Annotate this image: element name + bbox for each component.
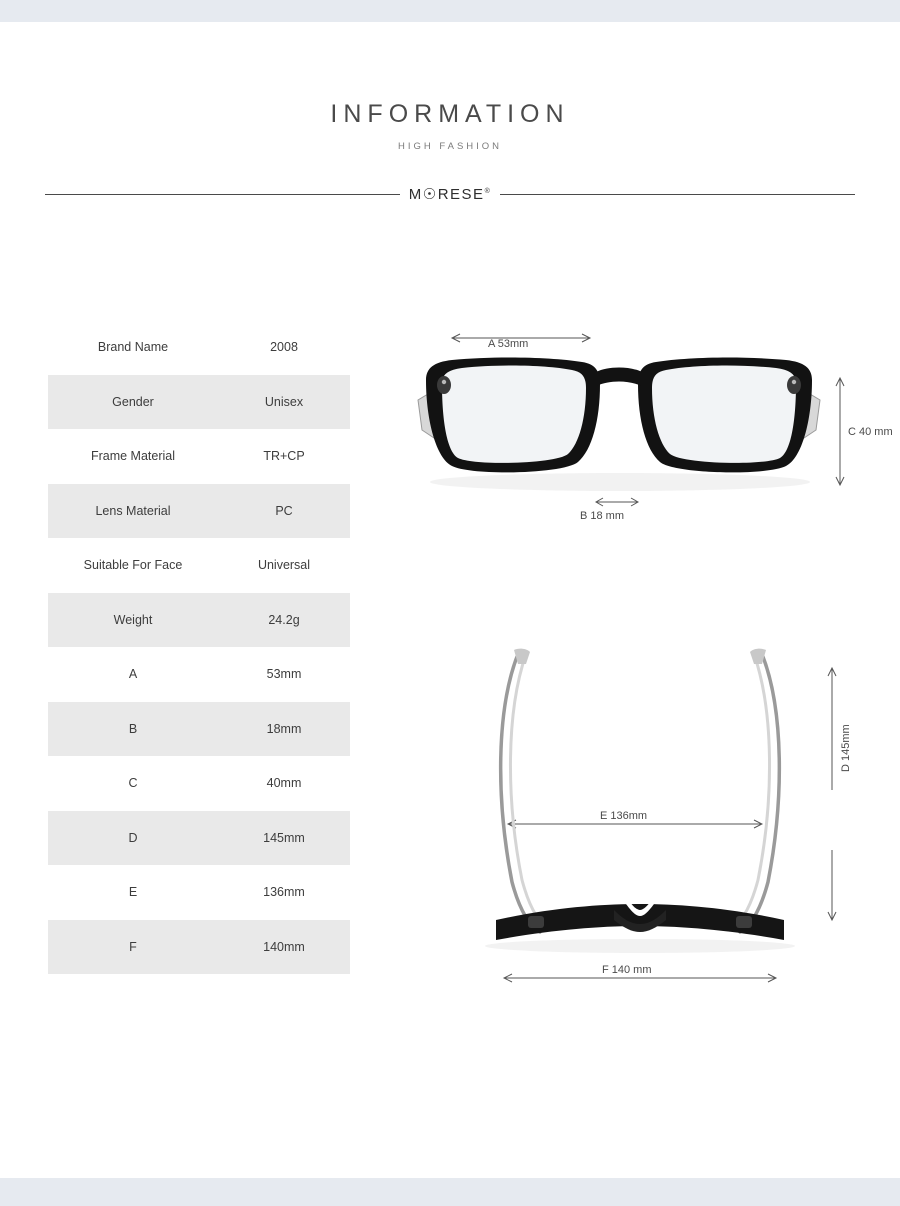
table-row bbox=[48, 484, 350, 539]
glasses-front-diagram bbox=[400, 310, 880, 560]
page-title: INFORMATION bbox=[330, 100, 570, 128]
spec-label: Frame Material bbox=[90, 449, 176, 464]
table-row bbox=[48, 756, 350, 811]
dimension-e-label: E 136mm bbox=[600, 810, 648, 822]
brand-logo-o-icon: ☉ bbox=[422, 186, 438, 203]
spec-value: 24.2g bbox=[268, 612, 300, 627]
dimension-f-label: F 140 mm bbox=[602, 964, 652, 976]
dimension-c-arrow bbox=[836, 378, 844, 485]
spec-label: Brand Name bbox=[97, 340, 169, 355]
table-row bbox=[48, 702, 350, 757]
spec-label: Weight bbox=[113, 612, 153, 627]
spec-value: 2008 bbox=[270, 340, 298, 355]
table-row bbox=[48, 538, 350, 593]
glasses-frame-top bbox=[496, 902, 784, 940]
spec-label: Lens Material bbox=[95, 503, 171, 518]
spec-value: 18mm bbox=[266, 721, 302, 736]
table-row bbox=[48, 429, 350, 484]
table-row bbox=[48, 811, 350, 866]
glasses-temple-arms bbox=[501, 649, 780, 932]
spec-label: E bbox=[128, 885, 138, 900]
dimension-a-label: A 53mm bbox=[488, 338, 529, 350]
spec-label: Suitable For Face bbox=[83, 558, 183, 573]
spec-value: 145mm bbox=[263, 830, 305, 845]
page-header bbox=[0, 100, 900, 152]
dimension-d-arrow bbox=[828, 668, 836, 920]
glasses-top-view bbox=[400, 620, 880, 1020]
divider-line-right bbox=[500, 194, 855, 195]
spec-label: C bbox=[128, 776, 138, 791]
brand-divider bbox=[45, 185, 855, 205]
top-color-band bbox=[0, 0, 900, 22]
table-row bbox=[48, 647, 350, 702]
spec-value: 40mm bbox=[266, 776, 302, 791]
brand-logo-m: M bbox=[408, 186, 423, 203]
dimension-c-label: C 40 mm bbox=[848, 426, 893, 438]
page-subtitle: HIGH FASHION bbox=[397, 141, 503, 152]
brand-logo bbox=[409, 185, 491, 203]
spec-value: Universal bbox=[257, 558, 311, 573]
spec-label: D bbox=[128, 830, 138, 845]
spec-value: Unisex bbox=[264, 394, 304, 409]
table-row bbox=[48, 593, 350, 648]
spec-label: B bbox=[128, 721, 138, 736]
spec-value: 136mm bbox=[263, 885, 305, 900]
spec-value: 53mm bbox=[266, 667, 302, 682]
spec-value: TR+CP bbox=[263, 449, 305, 464]
spec-label: F bbox=[129, 939, 137, 954]
bottom-color-band bbox=[0, 1178, 900, 1206]
table-row bbox=[48, 375, 350, 430]
table-row bbox=[48, 320, 350, 375]
brand-logo-rest: RESE bbox=[437, 186, 485, 203]
spec-value: 140mm bbox=[263, 939, 305, 954]
table-row bbox=[48, 865, 350, 920]
spec-label: A bbox=[128, 667, 138, 682]
spec-label: Gender bbox=[112, 394, 154, 409]
spec-value: PC bbox=[275, 503, 293, 518]
table-row bbox=[48, 920, 350, 975]
specification-table bbox=[48, 320, 350, 974]
glasses-front-view bbox=[400, 310, 893, 560]
dimension-b-label: B 18 mm bbox=[580, 510, 625, 522]
glasses-frame bbox=[426, 358, 812, 473]
divider-line-left bbox=[45, 194, 400, 195]
dimension-b-arrow bbox=[596, 498, 638, 506]
brand-registered-icon: ® bbox=[484, 188, 492, 195]
dimension-d-label: D 145mm bbox=[840, 724, 852, 772]
